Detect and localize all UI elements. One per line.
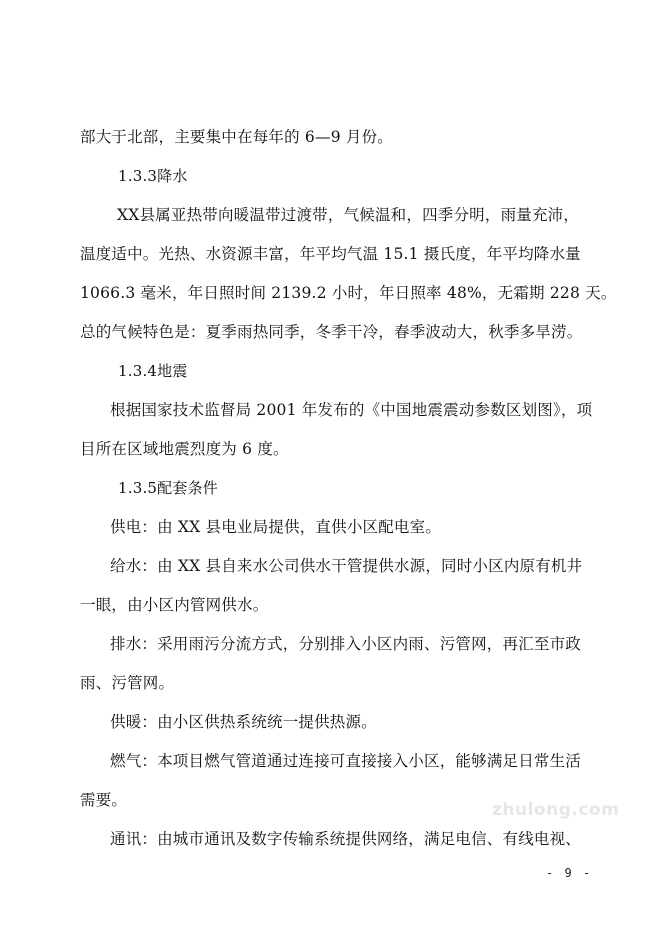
text-line-water-supply: 给水：由 XX 县自来水公司供水干管提供水源，同时小区内原有机井 — [110, 557, 583, 575]
text-line-heating: 供暖：由小区供热系统统一提供热源。 — [110, 713, 377, 731]
text-line: 雨、污管网。 — [80, 674, 175, 692]
text-line: 需要。 — [80, 791, 128, 809]
text-line: XX县属亚热带向暖温带过渡带，气候温和，四季分明，雨量充沛， — [117, 206, 580, 224]
text-line: 1066.3 毫米，年日照时间 2139.2 小时，年日照率 48%，无霜期 228 天。 — [80, 284, 617, 302]
section-heading-precipitation: 1.3.3降水 — [118, 167, 188, 185]
text-line-drainage: 排水：采用雨污分流方式，分别排入小区内雨、污管网，再汇至市政 — [110, 635, 582, 653]
section-heading-supporting-conditions: 1.3.5配套条件 — [118, 479, 218, 497]
page-number: - 9 - — [546, 866, 593, 880]
text-line: 目所在区域地震烈度为 6 度。 — [80, 440, 289, 458]
text-line: 根据国家技术监督局 2001 年发布的《中国地震震动参数区划图》，项 — [110, 401, 593, 419]
text-line-gas: 燃气：本项目燃气管道通过连接可直接接入小区，能够满足日常生活 — [110, 752, 582, 770]
text-line-continuation: 部大于北部，主要集中在每年的 6—9 月份。 — [80, 128, 393, 146]
text-line: 温度适中。光热、水资源丰富，年平均气温 15.1 摄氏度，年平均降水量 — [80, 245, 581, 263]
watermark: zhulong.com — [492, 800, 620, 820]
text-line: 总的气候特色是：夏季雨热同季，冬季干冷，春季波动大，秋季多旱涝。 — [80, 323, 583, 341]
text-line-communication: 通讯：由城市通讯及数字传输系统提供网络，满足电信、有线电视、 — [110, 830, 582, 848]
text-line-power-supply: 供电：由 XX 县电业局提供，直供小区配电室。 — [110, 518, 442, 536]
section-heading-earthquake: 1.3.4地震 — [118, 362, 188, 380]
text-line: 一眼，由小区内管网供水。 — [80, 596, 269, 614]
